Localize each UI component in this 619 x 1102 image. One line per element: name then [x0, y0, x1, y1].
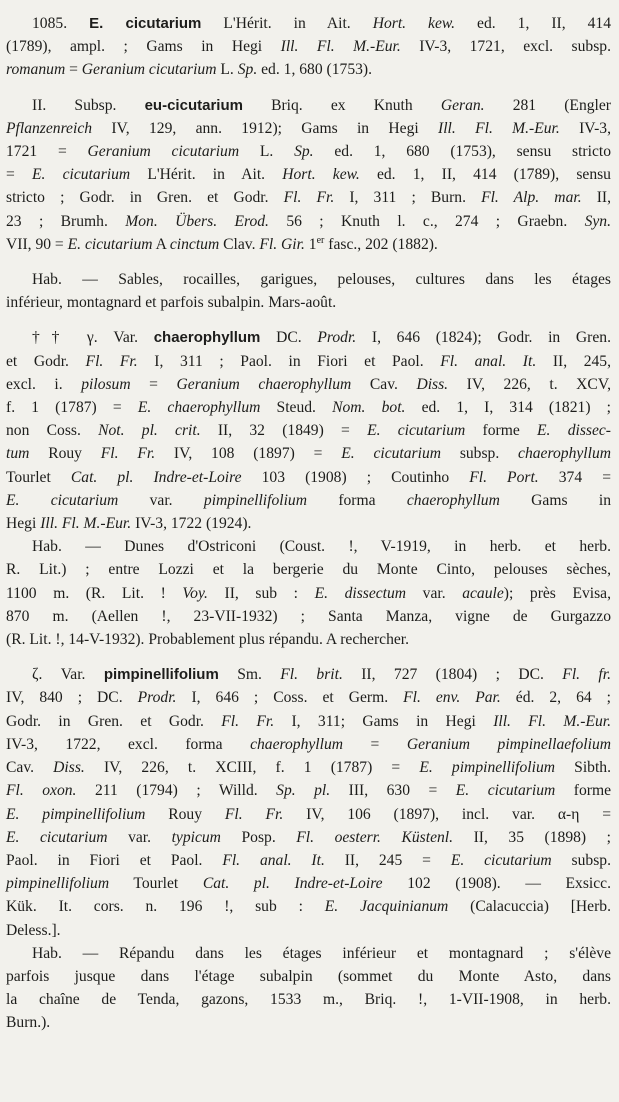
- text-line: VII, 90 = E. cicutarium A cinctum Clav. Fl. Gir. 1er fasc., 202 (1882).: [6, 234, 438, 253]
- text-line: f. 1 (1787) = E. chaerophyllum Steud. Nom. bot. ed. 1, I, 314 (1821) ;: [6, 399, 611, 417]
- text-line: (1789), ampl. ; Gams in Hegi Ill. Fl. M.-Eur. IV-3, 1721, excl. subsp.: [6, 38, 611, 56]
- text-line: (R. Lit. !, 14-V-1932). Probablement plus répandu. A rechercher.: [6, 631, 410, 649]
- habitat-paragraph-1: [6, 268, 611, 314]
- spacer: [6, 82, 611, 94]
- text-line: Burn.).: [6, 1014, 51, 1032]
- text-line: Deless.].: [6, 921, 61, 939]
- text-line: Hab. — Dunes d'Ostriconi (Coust. !, V-1919, in herb. et herb.: [32, 538, 611, 556]
- text-line: E. cicutarium var. pimpinellifolium forma chaerophyllum Gams in: [6, 491, 611, 509]
- text-line: inférieur, montagnard et parfois subalpin. Mars-août.: [6, 294, 337, 312]
- text-line: = E. cicutarium L'Hérit. in Ait. Hort. kew. ed. 1, II, 414 (1789), sensu: [6, 166, 611, 184]
- text-line: stricto ; Godr. in Gren. et Godr. Fl. Fr. I, 311 ; Burn. Fl. Alp. mar. II,: [6, 189, 611, 207]
- text-line: la chaîne de Tenda, gazons, 1533 m., Briq. !, 1-VII-1908, in herb.: [6, 991, 611, 1009]
- text-line: IV, 840 ; DC. Prodr. I, 646 ; Coss. et Germ. Fl. env. Par. éd. 2, 64 ;: [6, 689, 611, 707]
- spacer: [6, 256, 611, 268]
- entry-1085: [6, 12, 611, 82]
- text-line: 1721 = Geranium cicutarium L. Sp. ed. 1, 680 (1753), sensu stricto: [6, 143, 611, 161]
- text-line: Paol. in Fiori et Paol. Fl. anal. It. II, 245 = E. cicutarium subsp.: [6, 851, 611, 869]
- habitat-paragraph-3: [6, 942, 611, 1035]
- text-line: pimpinellifolium Tourlet Cat. pl. Indre-et-Loire 102 (1908). — Exsicc.: [6, 875, 611, 893]
- text-line: Fl. oxon. 211 (1794) ; Willd. Sp. pl. III, 630 = E. cicutarium forme: [6, 782, 611, 800]
- text-line: excl. i. pilosum = Geranium chaerophyllum Cav. Diss. IV, 226, t. XCV,: [6, 375, 611, 393]
- text-line: E. pimpinellifolium Rouy Fl. Fr. IV, 106 (1897), incl. var. α-η =: [6, 805, 611, 823]
- text-line: Hab. — Répandu dans les étages inférieur et montagnard ; s'élève: [32, 944, 611, 962]
- text-line: †† γ. Var. chaerophyllum DC. Prodr. I, 646 (1824); Godr. in Gren.: [32, 329, 611, 347]
- text-line: Cav. Diss. IV, 226, t. XCIII, f. 1 (1787) = E. pimpinellifolium Sibth.: [6, 759, 611, 777]
- text-line: Kük. It. cors. n. 196 !, sub : E. Jacquinianum (Calacuccia) [Herb.: [6, 898, 611, 916]
- text-line: et Godr. Fl. Fr. I, 311 ; Paol. in Fiori et Paol. Fl. anal. It. II, 245,: [6, 352, 612, 370]
- text-line: Pflanzenreich IV, 129, ann. 1912); Gams in Hegi Ill. Fl. M.-Eur. IV-3,: [6, 119, 612, 137]
- text-line: II. Subsp. eu-cicutarium Briq. ex Knuth Geran. 281 (Engler: [32, 96, 611, 114]
- spacer: [6, 314, 611, 326]
- text-line: Hegi Ill. Fl. M.-Eur. IV-3, 1722 (1924).: [6, 515, 252, 533]
- text-line: 1100 m. (R. Lit. ! Voy. II, sub : E. dissectum var. acaule); près Evisa,: [6, 584, 612, 602]
- text-line: E. cicutarium var. typicum Posp. Fl. oesterr. Küstenl. II, 35 (1898) ;: [6, 828, 611, 846]
- spacer: [6, 651, 611, 663]
- text-line: 1085. E. cicutarium L'Hérit. in Ait. Hort. kew. ed. 1, II, 414: [32, 15, 611, 32]
- subsp-eu-cicutarium: [6, 94, 611, 256]
- text-line: parfois jusque dans l'étage subalpin (sommet du Monte Asto, dans: [6, 967, 611, 985]
- text-line: Tourlet Cat. pl. Indre-et-Loire 103 (1908) ; Coutinho Fl. Port. 374 =: [6, 468, 612, 486]
- text-line: non Coss. Not. pl. crit. II, 32 (1849) = E. cicutarium forme E. dissec-: [6, 422, 611, 440]
- text-line: Godr. in Gren. et Godr. Fl. Fr. I, 311; Gams in Hegi Ill. Fl. M.-Eur.: [6, 712, 612, 730]
- text-line: IV-3, 1722, excl. forma chaerophyllum = Geranium pimpinellaefolium: [6, 735, 612, 753]
- text-line: ζ. Var. pimpinellifolium Sm. Fl. brit. II, 727 (1804) ; DC. Fl. fr.: [32, 666, 612, 684]
- text-line: 870 m. (Aellen !, 23-VII-1932) ; Santa Manza, vigne de Gurgazzo: [6, 607, 611, 625]
- text-line: romanum = Geranium cicutarium L. Sp. ed. 1, 680 (1753).: [6, 61, 373, 79]
- text-line: tum Rouy Fl. Fr. IV, 108 (1897) = E. cicutarium subsp. chaerophyllum: [6, 445, 612, 463]
- var-pimpinellifolium: [6, 663, 611, 941]
- text-line: R. Lit.) ; entre Lozzi et la bergerie du Monte Cinto, pelouses sèches,: [6, 561, 611, 579]
- text-line: Hab. — Sables, rocailles, garigues, pelouses, cultures dans les étages: [32, 271, 611, 289]
- var-chaerophyllum: [6, 326, 611, 535]
- habitat-paragraph-2: [6, 535, 611, 651]
- text-line: 23 ; Brumh. Mon. Übers. Erod. 56 ; Knuth l. c., 274 ; Graebn. Syn.: [6, 212, 611, 230]
